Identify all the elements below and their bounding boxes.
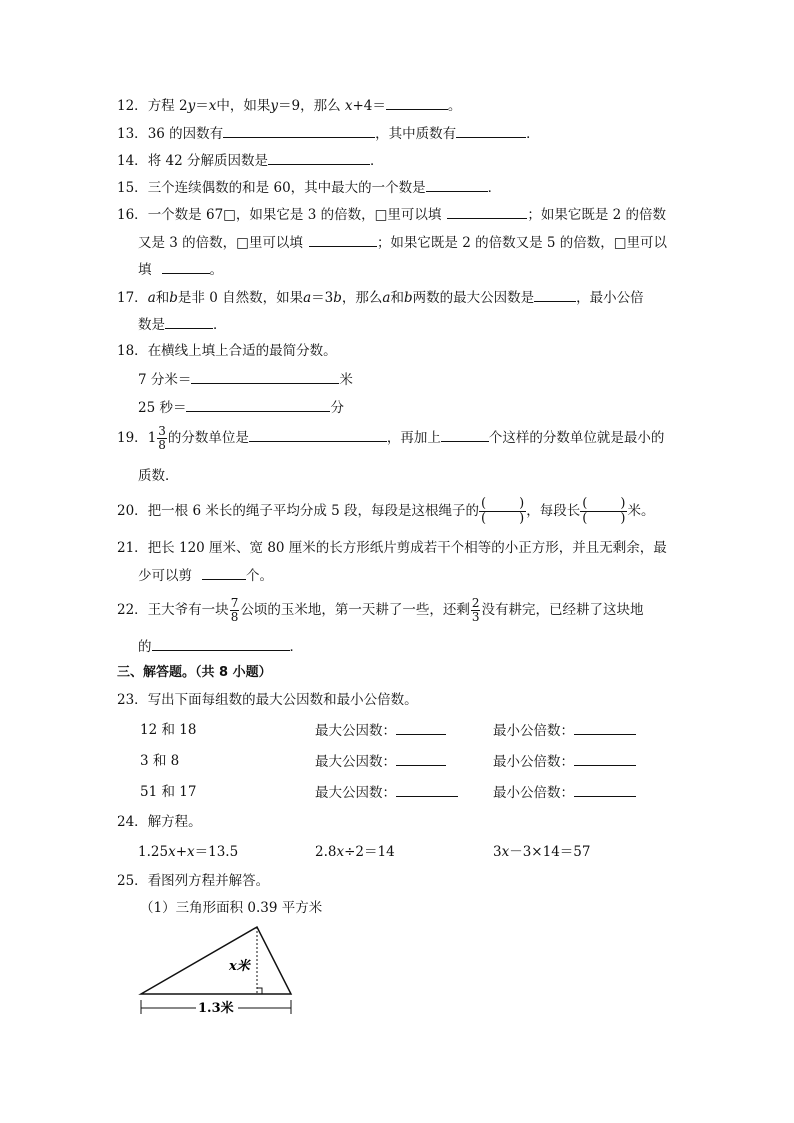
question-17: 17．a和b是非 0 自然数，如果a＝3b，那么a和b两数的最大公因数是 ，最小公倍 [117, 290, 644, 306]
answer-blank[interactable] [574, 752, 636, 766]
q23-pair: 12 和 18 [140, 722, 197, 738]
q23-lcm-label: 最小公倍数： [493, 783, 636, 802]
section-heading: 三、解答题。（共 8 小题） [117, 665, 272, 680]
q23-gcd-label: 最大公因数： [315, 752, 446, 771]
question-14: 14．将 42 分解质因数是 ． [117, 153, 384, 169]
fraction: $\frac{7}{8}$ [230, 596, 239, 624]
height-label: x米 [229, 959, 250, 974]
question-18-row-2: 25 秒＝ 分 [138, 400, 344, 416]
fraction: $\frac{3}{8}$ [158, 424, 166, 452]
question-number: 17． [117, 290, 148, 306]
answer-blank[interactable] [396, 721, 446, 735]
question-number: 20． [117, 503, 148, 519]
answer-blank[interactable] [162, 260, 210, 274]
question-number: 21． [117, 540, 148, 556]
question-24: 24．解方程。 [117, 814, 202, 830]
question-18-row-1: 7 分米＝ 米 [138, 372, 353, 388]
question-number: 23． [117, 692, 148, 708]
question-22: 22．王大爷有一块 $\frac{7}{8}$ 公顷的玉米地，第一天耕了一些，还剩 $\frac{2}{3}$ 没有耕完，已经耕了这块地 [117, 596, 644, 624]
fraction: $\frac{2}{3}$ [471, 596, 480, 624]
equation-2: 2.8x÷2＝14 [315, 844, 395, 860]
answer-blank[interactable] [456, 124, 526, 138]
answer-blank[interactable] [165, 315, 213, 329]
question-16: 16．一个数是 67□，如果它是 3 的倍数，□里可以填 ；如果它既是 2 的倍数 [117, 207, 667, 223]
question-number: 19． [117, 430, 148, 446]
answer-blank[interactable] [534, 288, 576, 302]
answer-blank[interactable] [396, 752, 446, 766]
question-number: 13． [117, 126, 148, 142]
question-number: 15． [117, 180, 148, 196]
answer-blank[interactable] [223, 124, 375, 138]
answer-blank[interactable] [386, 96, 448, 110]
question-17-line-2: 数是 ． [138, 317, 227, 333]
question-13: 13．36 的因数有 ，其中质数有 ． [117, 126, 540, 142]
answer-blank[interactable] [186, 398, 330, 412]
question-23: 23．写出下面每组数的最大公因数和最小公倍数。 [117, 692, 418, 708]
question-15: 15．三个连续偶数的和是 60，其中最大的一个数是 ． [117, 180, 502, 196]
q23-lcm-label: 最小公倍数： [493, 721, 636, 740]
question-number: 16． [117, 207, 148, 223]
answer-blank[interactable] [191, 370, 339, 384]
q23-gcd-label: 最大公因数： [315, 721, 446, 740]
answer-blank[interactable] [202, 566, 246, 580]
question-12: 12．方程 2y＝x中，如果y＝9，那么 x+4＝ 。 [117, 98, 462, 114]
answer-blank[interactable] [152, 637, 290, 651]
answer-blank[interactable] [574, 783, 636, 797]
answer-blank[interactable] [441, 428, 489, 442]
q23-pair: 3 和 8 [140, 753, 180, 769]
question-19-line-2: 质数． [138, 468, 179, 484]
base-label: 1.3米 [198, 1001, 234, 1016]
question-20: 20．把一根 6 米长的绳子平均分成 5 段，每段是这根绳子的 $\frac{( )}{( )}$ ，每段长 $\frac{( )}{( )}$ 米。 [117, 496, 655, 526]
equation-1: 1.25x+x＝13.5 [138, 844, 239, 860]
question-number: 24． [117, 814, 148, 830]
question-number: 25． [117, 873, 148, 889]
question-number: 18． [117, 343, 148, 359]
answer-blank[interactable] [268, 151, 370, 165]
answer-blank[interactable] [426, 178, 488, 192]
q23-pair: 51 和 17 [140, 784, 197, 800]
triangle-shape [141, 927, 291, 994]
answer-blank[interactable] [396, 783, 458, 797]
answer-blank[interactable] [574, 721, 636, 735]
answer-blank[interactable] [447, 205, 527, 219]
fraction-blank[interactable]: $\frac{( )}{( )}$ [582, 496, 626, 526]
question-21: 21．把长 120 厘米、宽 80 厘米的长方形纸片剪成若干个相等的小正方形，并且无剩余，最 [117, 540, 667, 556]
question-22-line-2: 的 ． [138, 639, 303, 655]
question-16-line-3: 填 。 [138, 262, 223, 278]
question-25: 25．看图列方程并解答。 [117, 873, 270, 889]
answer-blank[interactable] [249, 428, 387, 442]
right-angle-mark [257, 988, 262, 994]
question-21-line-2: 少可以剪 个。 [138, 568, 273, 584]
answer-blank[interactable] [309, 233, 377, 247]
equation-3: 3x－3×14＝57 [493, 844, 591, 860]
question-18: 18．在横线上填上合适的最简分数。 [117, 343, 337, 359]
question-number: 22． [117, 602, 148, 618]
triangle-figure [134, 922, 304, 1022]
question-number: 12． [117, 98, 148, 114]
question-25-sub-1: （1）三角形面积 0.39 平方米 [140, 900, 323, 916]
q23-lcm-label: 最小公倍数： [493, 752, 636, 771]
question-16-line-2: 又是 3 的倍数，□里可以填 ；如果它既是 2 的倍数又是 5 的倍数，□里可以 [138, 235, 668, 251]
q23-gcd-label: 最大公因数： [315, 783, 458, 802]
question-number: 14． [117, 153, 148, 169]
question-19: 19．1 $\frac{3}{8}$ 的分数单位是 ，再加上 个这样的分数单位就是最小的 [117, 424, 665, 452]
fraction-blank[interactable]: $\frac{( )}{( )}$ [481, 496, 525, 526]
